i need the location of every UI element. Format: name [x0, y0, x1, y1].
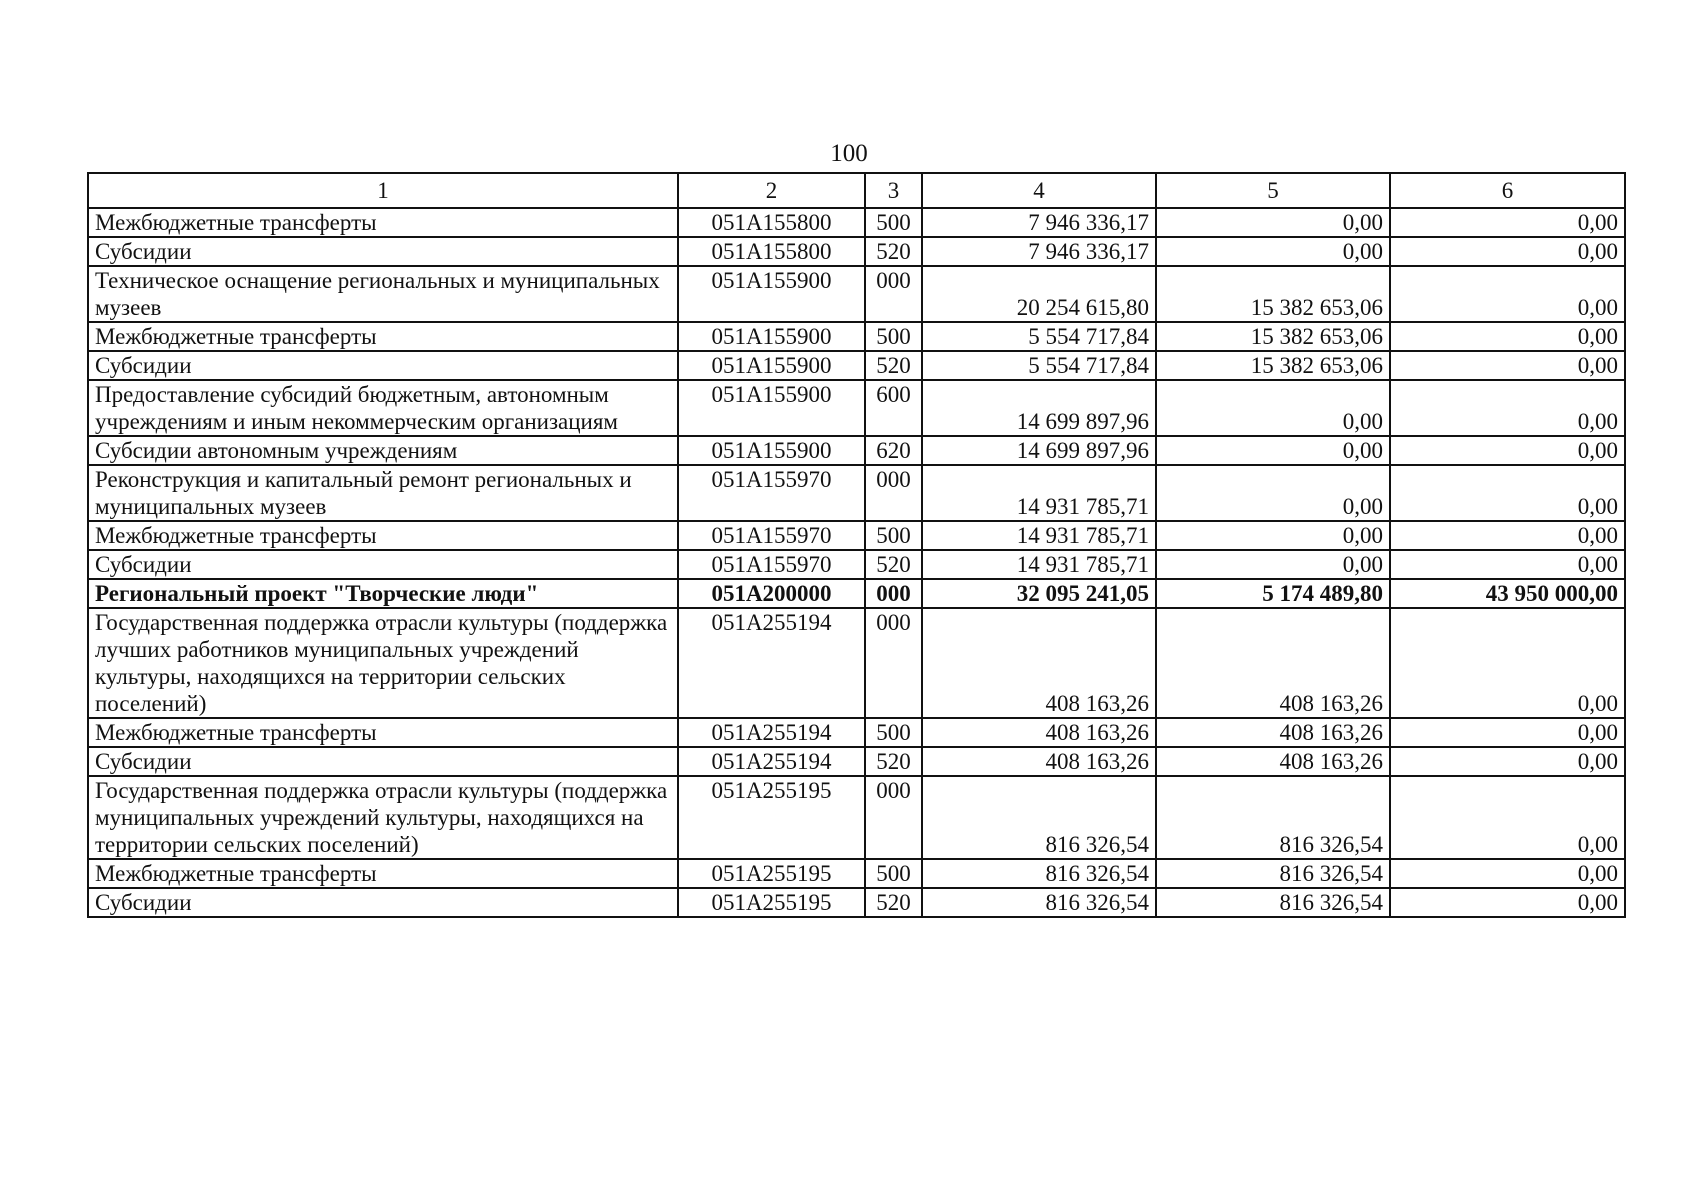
row-amount-col6-cell: 0,00	[1390, 718, 1625, 747]
row-amount-col4-cell: 5 554 717,84	[922, 351, 1156, 380]
row-amount-col5-cell: 0,00	[1156, 550, 1390, 579]
row-amount-col6-cell: 0,00	[1390, 888, 1625, 917]
table-row	[88, 237, 1625, 266]
row-amount-col4-cell: 5 554 717,84	[922, 322, 1156, 351]
row-amount-col5-cell: 0,00	[1156, 465, 1390, 521]
row-amount-col4-cell: 7 946 336,17	[922, 237, 1156, 266]
row-amount-col5-cell: 0,00	[1156, 380, 1390, 436]
row-expense-type-cell: 000	[865, 608, 922, 718]
table-row	[88, 436, 1625, 465]
row-name-cell: Межбюджетные трансферты	[88, 322, 678, 351]
row-name-cell: Межбюджетные трансферты	[88, 521, 678, 550]
row-amount-col6-cell: 0,00	[1390, 608, 1625, 718]
row-expense-type-cell: 520	[865, 237, 922, 266]
row-target-code-cell: 051A200000	[678, 579, 865, 608]
table-row	[88, 747, 1625, 776]
row-amount-col6-cell: 0,00	[1390, 776, 1625, 859]
page-number: 100	[830, 140, 868, 167]
row-expense-type-cell: 620	[865, 436, 922, 465]
table-row	[88, 776, 1625, 859]
row-expense-type-cell: 520	[865, 747, 922, 776]
row-name-cell: Государственная поддержка отрасли культуры (поддержка лучших работников муниципальных учреждений культуры, находящихся на территории сельских поселений)	[88, 608, 678, 718]
row-amount-col6-cell: 0,00	[1390, 208, 1625, 237]
row-amount-col4-cell: 14 931 785,71	[922, 465, 1156, 521]
table-row	[88, 465, 1625, 521]
row-name-cell: Техническое оснащение региональных и муниципальных музеев	[88, 266, 678, 322]
row-target-code-cell: 051A155900	[678, 436, 865, 465]
row-amount-col5-cell: 816 326,54	[1156, 859, 1390, 888]
table-row	[88, 550, 1625, 579]
row-amount-col6-cell: 0,00	[1390, 747, 1625, 776]
row-amount-col4-cell: 14 699 897,96	[922, 380, 1156, 436]
row-expense-type-cell: 600	[865, 380, 922, 436]
row-target-code-cell: 051A255195	[678, 859, 865, 888]
row-amount-col5-cell: 408 163,26	[1156, 608, 1390, 718]
row-name-cell: Субсидии	[88, 888, 678, 917]
column-header-2: 2	[678, 173, 865, 208]
row-amount-col5-cell: 5 174 489,80	[1156, 579, 1390, 608]
table-row	[88, 859, 1625, 888]
row-amount-col5-cell: 408 163,26	[1156, 747, 1390, 776]
row-name-cell: Субсидии автономным учреждениям	[88, 436, 678, 465]
row-amount-col4-cell: 14 931 785,71	[922, 521, 1156, 550]
row-expense-type-cell: 500	[865, 208, 922, 237]
row-target-code-cell: 051A255194	[678, 747, 865, 776]
row-amount-col4-cell: 14 931 785,71	[922, 550, 1156, 579]
row-amount-col5-cell: 816 326,54	[1156, 888, 1390, 917]
row-target-code-cell: 051A155800	[678, 237, 865, 266]
row-name-cell: Межбюджетные трансферты	[88, 208, 678, 237]
table-row	[88, 351, 1625, 380]
table-row	[88, 888, 1625, 917]
row-expense-type-cell: 500	[865, 718, 922, 747]
row-target-code-cell: 051A155900	[678, 351, 865, 380]
row-target-code-cell: 051A155900	[678, 266, 865, 322]
column-header-4: 4	[922, 173, 1156, 208]
row-target-code-cell: 051A255195	[678, 776, 865, 859]
row-amount-col5-cell: 408 163,26	[1156, 718, 1390, 747]
table-row	[88, 718, 1625, 747]
table-row	[88, 608, 1625, 718]
row-amount-col6-cell: 0,00	[1390, 380, 1625, 436]
table-row	[88, 322, 1625, 351]
row-name-cell: Предоставление субсидий бюджетным, автономным учреждениям и иным некоммерческим организациям	[88, 380, 678, 436]
row-amount-col6-cell: 0,00	[1390, 550, 1625, 579]
row-amount-col5-cell: 816 326,54	[1156, 776, 1390, 859]
row-expense-type-cell: 000	[865, 579, 922, 608]
row-amount-col4-cell: 408 163,26	[922, 747, 1156, 776]
row-amount-col4-cell: 408 163,26	[922, 718, 1156, 747]
row-amount-col4-cell: 816 326,54	[922, 859, 1156, 888]
row-amount-col5-cell: 15 382 653,06	[1156, 351, 1390, 380]
table-row	[88, 521, 1625, 550]
row-name-cell: Межбюджетные трансферты	[88, 718, 678, 747]
row-amount-col4-cell: 20 254 615,80	[922, 266, 1156, 322]
row-target-code-cell: 051A155970	[678, 521, 865, 550]
row-amount-col4-cell: 816 326,54	[922, 776, 1156, 859]
row-amount-col6-cell: 0,00	[1390, 465, 1625, 521]
row-expense-type-cell: 520	[865, 351, 922, 380]
row-target-code-cell: 051A255194	[678, 608, 865, 718]
row-amount-col6-cell: 0,00	[1390, 859, 1625, 888]
row-expense-type-cell: 500	[865, 521, 922, 550]
row-amount-col6-cell: 0,00	[1390, 521, 1625, 550]
row-amount-col5-cell: 0,00	[1156, 208, 1390, 237]
row-name-cell: Субсидии	[88, 550, 678, 579]
row-target-code-cell: 051A155800	[678, 208, 865, 237]
row-amount-col6-cell: 0,00	[1390, 322, 1625, 351]
row-target-code-cell: 051A155900	[678, 380, 865, 436]
row-expense-type-cell: 000	[865, 266, 922, 322]
row-target-code-cell: 051A155900	[678, 322, 865, 351]
table-row	[88, 266, 1625, 322]
row-amount-col4-cell: 14 699 897,96	[922, 436, 1156, 465]
column-header-1: 1	[88, 173, 678, 208]
row-amount-col4-cell: 7 946 336,17	[922, 208, 1156, 237]
row-amount-col6-cell: 0,00	[1390, 237, 1625, 266]
row-expense-type-cell: 500	[865, 322, 922, 351]
row-name-cell: Региональный проект "Творческие люди"	[88, 579, 678, 608]
table-row	[88, 579, 1625, 608]
column-header-3: 3	[865, 173, 922, 208]
row-name-cell: Субсидии	[88, 351, 678, 380]
row-amount-col5-cell: 15 382 653,06	[1156, 266, 1390, 322]
row-amount-col6-cell: 0,00	[1390, 436, 1625, 465]
row-name-cell: Субсидии	[88, 237, 678, 266]
row-target-code-cell: 051A155970	[678, 465, 865, 521]
row-amount-col4-cell: 816 326,54	[922, 888, 1156, 917]
row-amount-col4-cell: 408 163,26	[922, 608, 1156, 718]
row-expense-type-cell: 520	[865, 888, 922, 917]
row-amount-col5-cell: 0,00	[1156, 521, 1390, 550]
row-name-cell: Реконструкция и капитальный ремонт региональных и муниципальных музеев	[88, 465, 678, 521]
row-expense-type-cell: 520	[865, 550, 922, 579]
row-name-cell: Межбюджетные трансферты	[88, 859, 678, 888]
row-expense-type-cell: 000	[865, 465, 922, 521]
budget-table	[87, 172, 1626, 918]
column-header-6: 6	[1390, 173, 1625, 208]
row-expense-type-cell: 500	[865, 859, 922, 888]
column-header-5: 5	[1156, 173, 1390, 208]
column-number-header-row	[88, 173, 1625, 208]
row-amount-col4-cell: 32 095 241,05	[922, 579, 1156, 608]
table-row	[88, 208, 1625, 237]
row-amount-col5-cell: 0,00	[1156, 237, 1390, 266]
row-amount-col5-cell: 0,00	[1156, 436, 1390, 465]
row-target-code-cell: 051A155970	[678, 550, 865, 579]
row-target-code-cell: 051A255194	[678, 718, 865, 747]
row-amount-col6-cell: 43 950 000,00	[1390, 579, 1625, 608]
row-expense-type-cell: 000	[865, 776, 922, 859]
row-amount-col6-cell: 0,00	[1390, 351, 1625, 380]
row-amount-col6-cell: 0,00	[1390, 266, 1625, 322]
row-name-cell: Субсидии	[88, 747, 678, 776]
table-row	[88, 380, 1625, 436]
row-target-code-cell: 051A255195	[678, 888, 865, 917]
row-amount-col5-cell: 15 382 653,06	[1156, 322, 1390, 351]
row-name-cell: Государственная поддержка отрасли культуры (поддержка муниципальных учреждений культуры, находящихся на территории сельских поселений)	[88, 776, 678, 859]
